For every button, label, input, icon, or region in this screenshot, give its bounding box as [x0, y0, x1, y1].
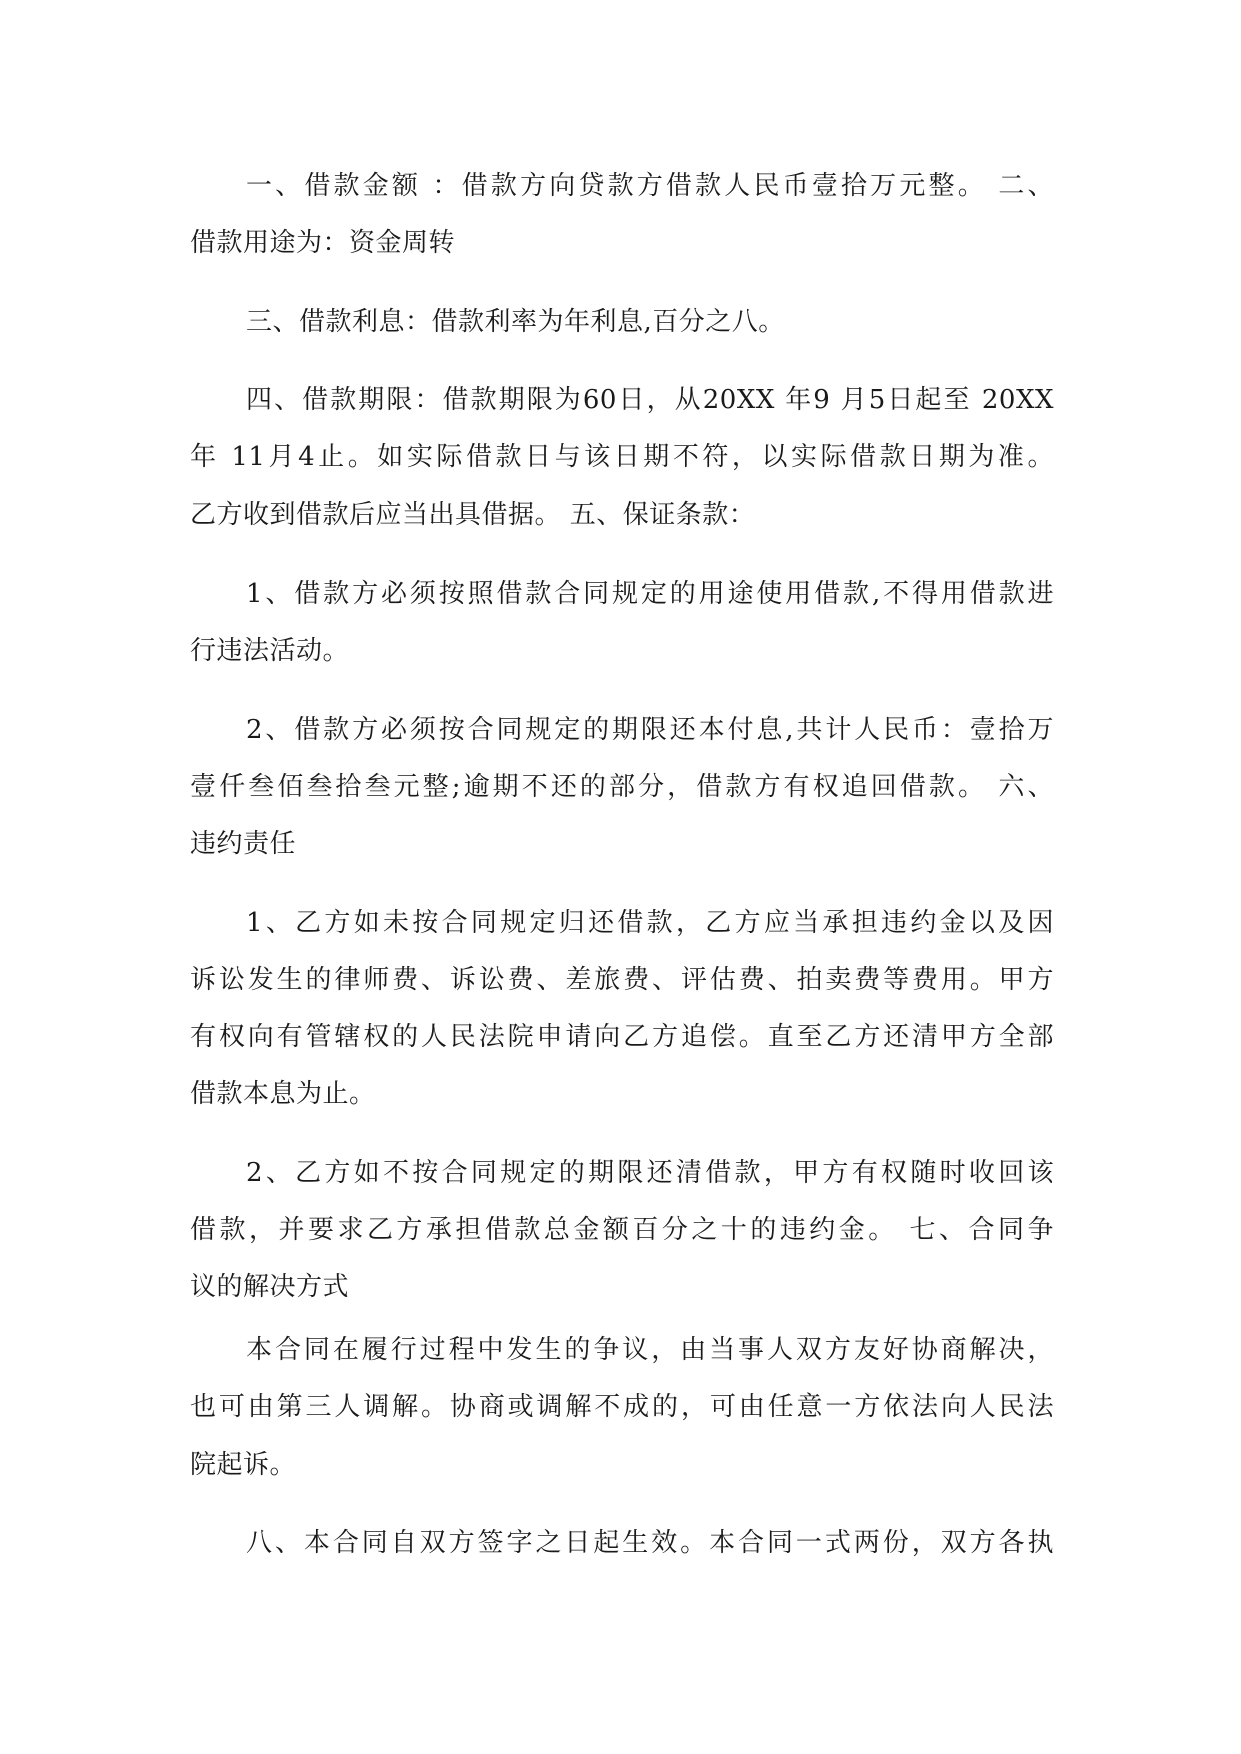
text-line: 2、乙方如不按合同规定的期限还清借款，甲方有权随时收回该: [246, 1158, 1054, 1188]
text-line: 议的解决方式: [190, 1272, 350, 1302]
text-line: 八、本合同自双方签字之日起生效。本合同一式两份，双方各执: [246, 1528, 1054, 1558]
text-line: 一、借款金额 ：借款方向贷款方借款人民币壹拾万元整。 二、: [246, 171, 1054, 201]
text-line: 2、借款方必须按合同规定的期限还本付息,共计人民币：壹拾万: [246, 715, 1054, 745]
text-line: 借款用途为：资金周转: [190, 228, 456, 258]
text-line: 三、借款利息：借款利率为年利息,百分之八。: [246, 307, 785, 337]
text-line: 诉讼发生的律师费、诉讼费、差旅费、评估费、拍卖费等费用。甲方: [190, 965, 1054, 995]
text-line: 借款本息为止。: [190, 1079, 376, 1109]
text-line: 有权向有管辖权的人民法院申请向乙方追偿。直至乙方还清甲方全部: [190, 1022, 1054, 1052]
text-line: 1、乙方如未按合同规定归还借款，乙方应当承担违约金以及因: [246, 908, 1054, 938]
text-line: 年 11月4止。如实际借款日与该日期不符，以实际借款日期为准。: [190, 442, 1054, 472]
text-line: 借款，并要求乙方承担借款总金额百分之十的违约金。 七、合同争: [190, 1215, 1054, 1245]
text-line: 违约责任: [190, 829, 297, 859]
text-line: 乙方收到借款后应当出具借据。 五、保证条款：: [190, 500, 756, 530]
text-line: 院起诉。: [190, 1450, 297, 1480]
text-line: 1、借款方必须按照借款合同规定的用途使用借款,不得用借款进: [246, 579, 1054, 609]
text-line: 也可由第三人调解。协商或调解不成的，可由任意一方依法向人民法: [190, 1392, 1054, 1422]
text-line: 四、借款期限：借款期限为60日，从20XX 年9 月5日起至 20XX: [246, 385, 1054, 415]
text-line: 行违法活动。: [190, 636, 350, 666]
text-line: 壹仟叁佰叁拾叁元整;逾期不还的部分，借款方有权追回借款。 六、: [190, 772, 1054, 802]
text-line: 本合同在履行过程中发生的争议，由当事人双方友好协商解决，: [246, 1335, 1054, 1365]
